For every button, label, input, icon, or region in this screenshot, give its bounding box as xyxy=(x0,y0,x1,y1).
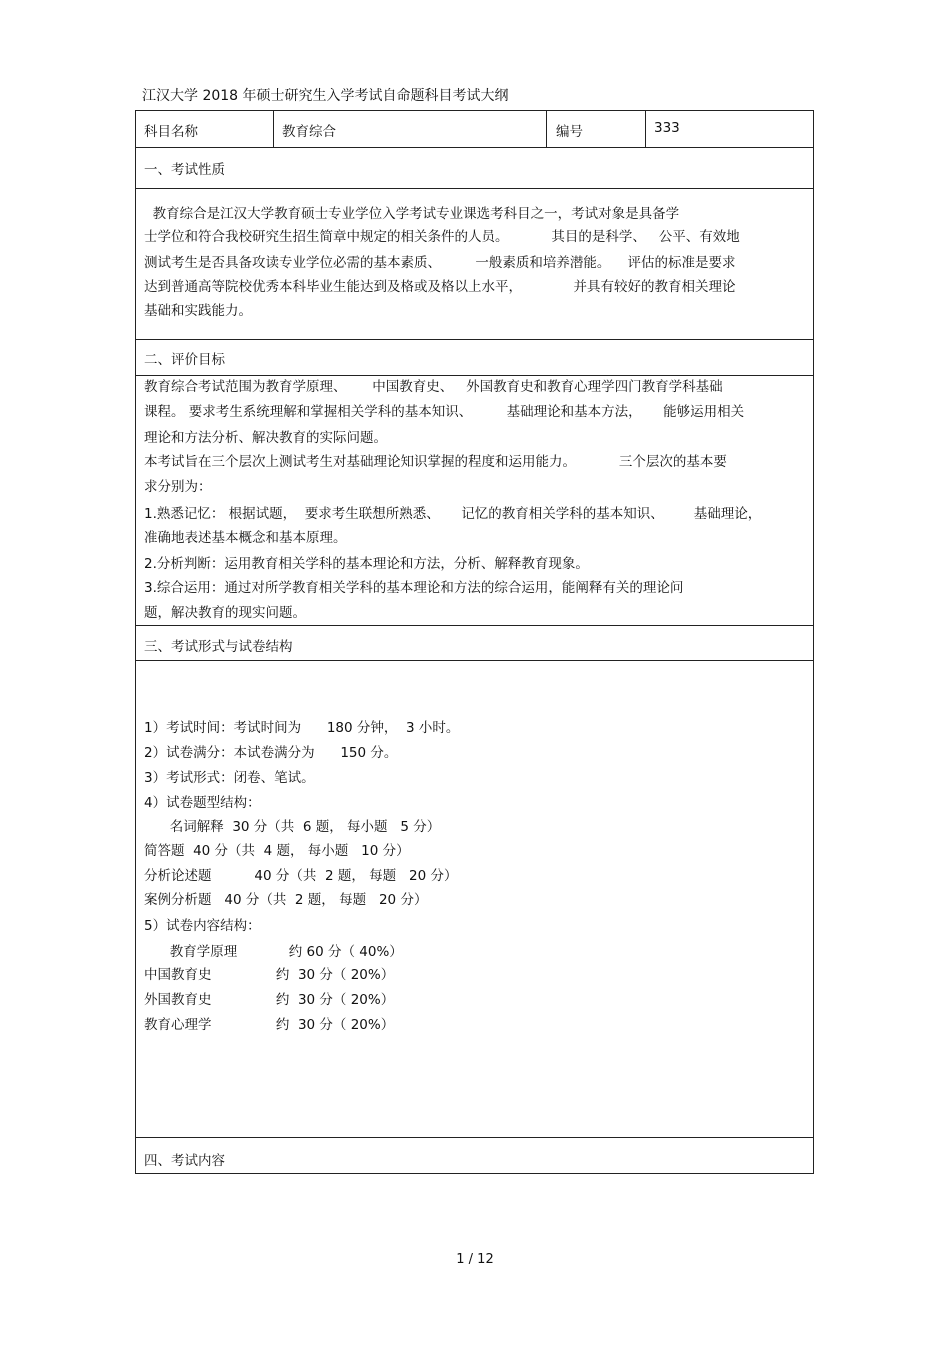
subject-name-value: 教育综合 xyxy=(282,124,336,140)
paragraph-line: 2）试卷满分：本试卷满分为 150 分。 xyxy=(144,745,398,761)
paragraph-line: 3.综合运用：通过对所学教育相关学科的基本理论和方法的综合运用，能阐释有关的理论问 xyxy=(144,580,684,596)
paragraph-line: 教育学原理 约 60 分（ 40%） xyxy=(144,944,403,960)
section-title: 一、考试性质 xyxy=(144,162,225,178)
paragraph-line: 理论和方法分析、解决教育的实际问题。 xyxy=(144,430,387,446)
document-title: 江汉大学 2018 年硕士研究生入学考试自命题科目考试大纲 xyxy=(142,88,509,104)
row-divider xyxy=(136,147,813,148)
page-number: 1 / 12 xyxy=(456,1252,494,1267)
paragraph-line: 教育心理学 约 30 分（ 20%） xyxy=(144,1017,395,1033)
cell-divider xyxy=(546,111,547,147)
row-divider xyxy=(136,660,813,661)
paragraph-line: 4）试卷题型结构： xyxy=(144,795,261,811)
paragraph-line: 达到普通高等院校优秀本科毕业生能达到及格或及格以上水平， 并具有较好的教育相关理论 xyxy=(144,279,736,295)
paragraph-line: 案例分析题 40 分（共 2 题， 每题 20 分） xyxy=(144,892,428,908)
paragraph-line: 本考试旨在三个层次上测试考生对基础理论知识掌握的程度和运用能力。 三个层次的基本要 xyxy=(144,454,727,470)
paragraph-line: 1）考试时间：考试时间为 180 分钟， 3 小时。 xyxy=(144,720,460,736)
paragraph-line: 外国教育史 约 30 分（ 20%） xyxy=(144,992,395,1008)
section-title: 三、考试形式与试卷结构 xyxy=(144,639,293,655)
paragraph-line: 3）考试形式：闭卷、笔试。 xyxy=(144,770,315,786)
paragraph-line: 2.分析判断：运用教育相关学科的基本理论和方法，分析、解释教育现象。 xyxy=(144,556,589,572)
row-divider xyxy=(136,188,813,189)
cell-divider xyxy=(645,111,646,147)
paragraph-line: 求分别为： xyxy=(144,479,212,495)
paragraph-line: 题，解决教育的现实问题。 xyxy=(144,605,306,621)
row-divider xyxy=(136,339,813,340)
row-divider xyxy=(136,625,813,626)
row-divider xyxy=(136,1137,813,1138)
paragraph-line: 中国教育史 约 30 分（ 20%） xyxy=(144,967,395,983)
paragraph-line: 1.熟悉记忆： 根据试题， 要求考生联想所熟悉、 记忆的教育相关学科的基本知识、 基础理论， xyxy=(144,506,762,522)
paragraph-line: 士学位和符合我校研究生招生简章中规定的相关条件的人员。 其目的是科学、 公平、有效地 xyxy=(144,229,740,245)
row-divider xyxy=(136,375,813,376)
code-label: 编号 xyxy=(556,124,583,140)
paragraph-line: 准确地表述基本概念和基本原理。 xyxy=(144,530,347,546)
exam-outline-table xyxy=(135,110,814,1174)
subject-name-label: 科目名称 xyxy=(144,124,198,140)
paragraph-line: 教育综合是江汉大学教育硕士专业学位入学考试专业课选考科目之一，考试对象是具备学 xyxy=(144,206,680,222)
paragraph-line: 简答题 40 分（共 4 题， 每小题 10 分） xyxy=(144,843,410,859)
paragraph-line: 基础和实践能力。 xyxy=(144,303,252,319)
paragraph-line: 测试考生是否具备攻读专业学位必需的基本素质、 一般素质和培养潜能。 评估的标准是要求 xyxy=(144,255,736,271)
paragraph-line: 分析论述题 40 分（共 2 题， 每题 20 分） xyxy=(144,868,458,884)
paragraph-line: 课程。 要求考生系统理解和掌握相关学科的基本知识、 基础理论和基本方法， 能够运用相关 xyxy=(144,404,745,420)
paragraph-line: 5）试卷内容结构： xyxy=(144,918,261,934)
section-title: 二、评价目标 xyxy=(144,352,225,368)
section-title: 四、考试内容 xyxy=(144,1153,225,1169)
code-value: 333 xyxy=(654,120,680,136)
paragraph-line: 名词解释 30 分（共 6 题， 每小题 5 分） xyxy=(144,819,441,835)
cell-divider xyxy=(273,111,274,147)
paragraph-line: 教育综合考试范围为教育学原理、 中国教育史、 外国教育史和教育心理学四门教育学科基础 xyxy=(144,379,723,395)
